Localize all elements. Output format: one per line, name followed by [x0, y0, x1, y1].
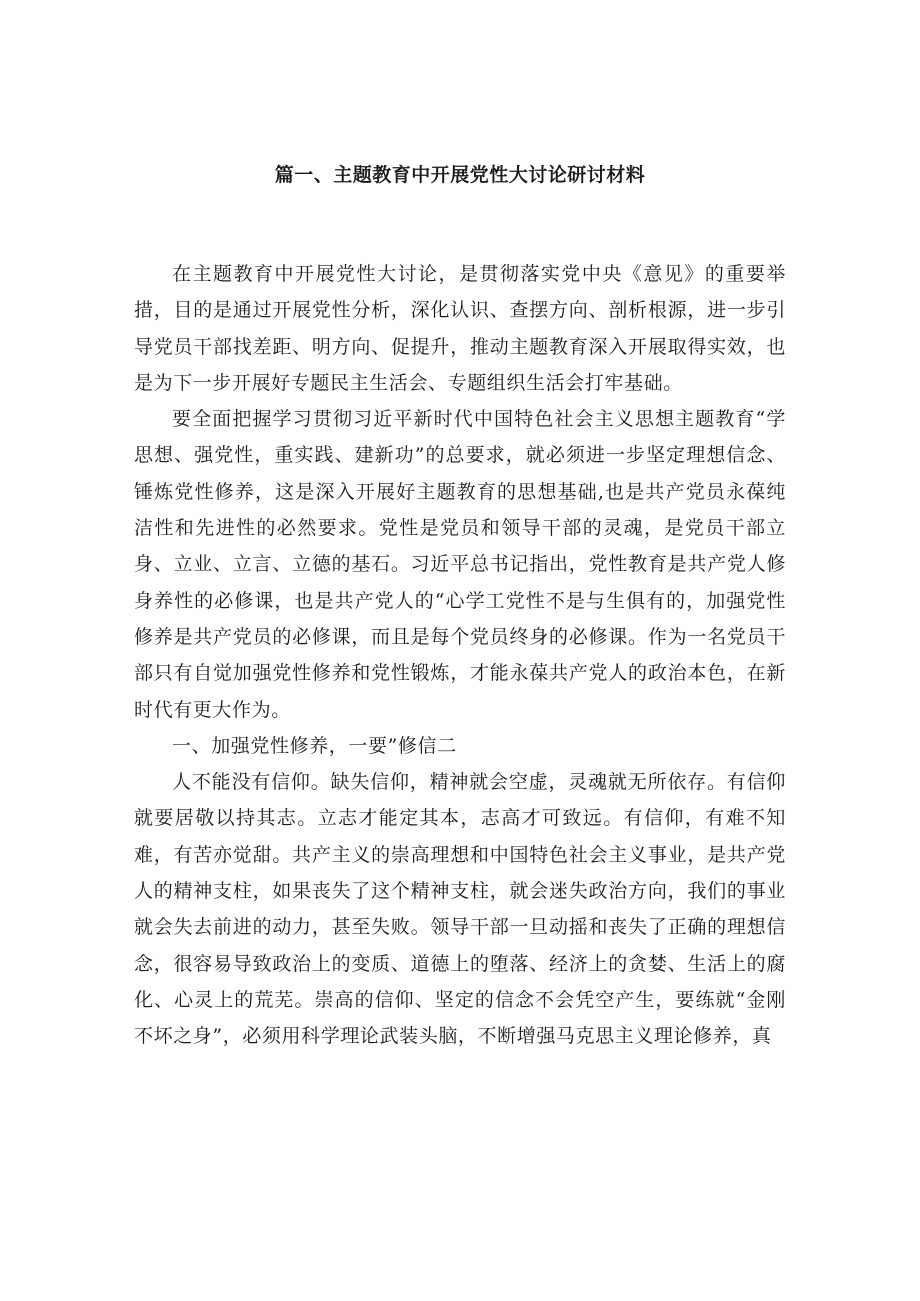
section-heading-one: 一、加强党性修养，一要”修信二	[172, 734, 457, 757]
document-body	[134, 256, 786, 1055]
paragraph-faith: 人不能没有信仰。缺失信仰，精神就会空虚，灵魂就无所依存。有信仰就要居敬以持其志。立志才能定其本，志高才可致远。有信仰，有难不知难，有苦亦觉甜。共产主义的崇高理想和中国特色社会主义事业，是共产党人的精神支柱，如果丧失了这个精神支柱，就会迷失政治方向，我们的事业就会失去前进的动力，甚至失败。领导干部一旦动摇和丧失了正确的理想信念，很容易导致政治上的变质、道德上的堕落、经济上的贪婪、生活上的腐化、心灵上的荒芜。崇高的信仰、坚定的信念不会凭空产生，要练就“金刚不坏之身”，必须用科学理论武装头脑，不断增强马克思主义理论修养，真	[134, 771, 786, 1048]
document-title: 篇一、主题教育中开展党性大讨论研讨材料	[274, 164, 646, 186]
paragraph-requirements: 要全面把握学习贯彻习近平新时代中国特色社会主义思想主题教育“学思想、强党性，重实践、建新功”的总要求，就必须进一步坚定理想信念、锤炼党性修养，这是深入开展好主题教育的思想基础,也是共产党员永葆纯洁性和先进性的必然要求。党性是党员和领导干部的灵魂，是党员干部立身、立业、立言、立德的基石。习近平总书记指出，党性教育是共产党人修身养性的必修课，也是共产党人的“心学工党性不是与生俱有的，加强党性修养是共产党员的必修课，而且是每个党员终身的必修课。作为一名党员干部只有自觉加强党性修养和党性锻炼，才能永葆共产党人的政治本色，在新时代有更大作为。	[134, 408, 786, 721]
paragraph-intro: 在主题教育中开展党性大讨论，是贯彻落实党中央《意见》的重要举措，目的是通过开展党性分析，深化认识、查摆方向、剖析根源，进一步引导党员干部找差距、明方向、促提升，推动主题教育深入开展取得实效，也是为下一步开展好专题民主生活会、专题组织生活会打牢基础。	[134, 263, 786, 394]
